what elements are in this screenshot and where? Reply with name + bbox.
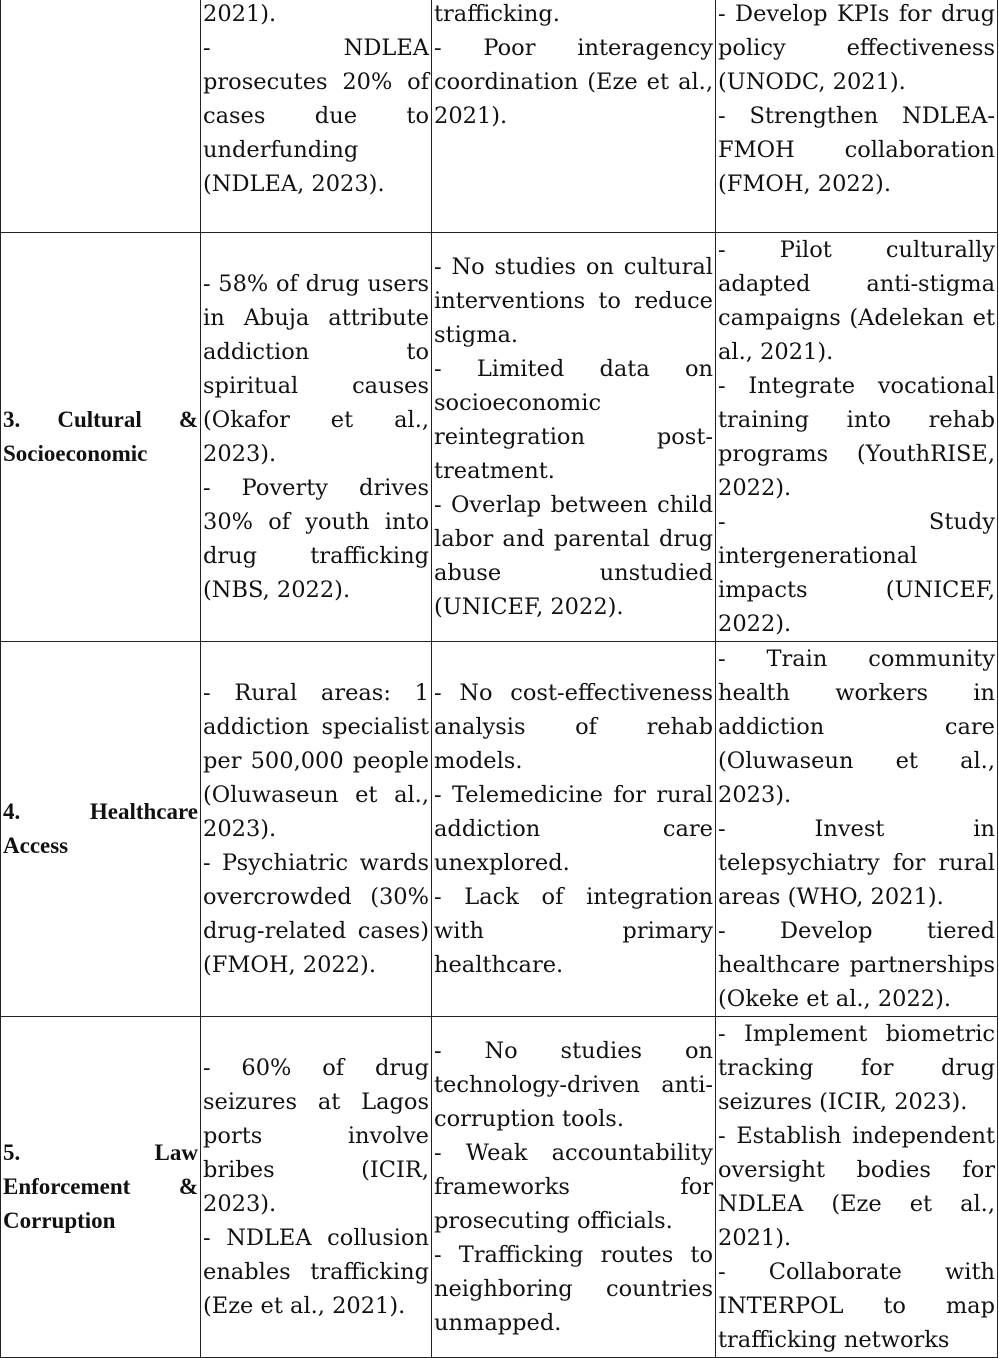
- cell-line: - Integrate vocational training into rehab programs (YouthRISE, 2022).: [718, 373, 995, 501]
- cell-line: - No studies on technology-driven anti-corruption tools.: [434, 1038, 713, 1132]
- gaps-cell: [432, 233, 716, 642]
- gaps-cell: [432, 0, 716, 233]
- gaps-cell: [432, 1017, 716, 1358]
- cell-line: - Pilot culturally adapted anti-stigma campaigns (Adelekan et al., 2021).: [718, 237, 995, 365]
- evidence-cell: [201, 1017, 432, 1358]
- cell-line: - Invest in telepsychiatry for rural areas (WHO, 2021).: [718, 816, 995, 910]
- cell-line: 5. Law Enforcement & Corruption: [3, 1140, 198, 1233]
- table-row: [1, 233, 998, 642]
- cell-line: - NDLEA prosecutes 20% of cases due to underfunding (NDLEA, 2023).: [203, 35, 429, 197]
- cell-line: - 60% of drug seizures at Lagos ports involve bribes (ICIR, 2023).: [203, 1055, 429, 1217]
- gaps-cell: [432, 642, 716, 1017]
- recommendations-cell: [716, 0, 998, 233]
- cell-line: - Telemedicine for rural addiction care unexplored.: [434, 782, 713, 876]
- cell-line: - Implement biometric tracking for drug seizures (ICIR, 2023).: [718, 1021, 995, 1115]
- category-cell: [1, 642, 201, 1017]
- evidence-cell: [201, 642, 432, 1017]
- evidence-cell: [201, 0, 432, 233]
- cell-line: - Train community health workers in addiction care (Oluwaseun et al., 2023).: [718, 646, 995, 808]
- recommendations-cell: [716, 642, 998, 1017]
- cell-line: - Lack of integration with primary healthcare.: [434, 884, 713, 978]
- cell-line: - Overlap between child labor and parental drug abuse unstudied (UNICEF, 2022).: [434, 492, 713, 620]
- recommendations-cell: [716, 1017, 998, 1358]
- cell-line: - Poverty drives 30% of youth into drug trafficking (NBS, 2022).: [203, 475, 429, 603]
- cell-line: - No studies on cultural interventions to reduce stigma.: [434, 254, 713, 348]
- cell-line: - Study intergenerational impacts (UNICEF, 2022).: [718, 509, 995, 637]
- cell-line: trafficking.: [434, 1, 560, 27]
- cell-line: 4. Healthcare Access: [3, 799, 198, 858]
- category-cell: [1, 233, 201, 642]
- cell-line: - Develop tiered healthcare partnerships (Okeke et al., 2022).: [718, 918, 995, 1012]
- evidence-cell: [201, 233, 432, 642]
- cell-line: - Rural areas: 1 addiction specialist per 500,000 people (Oluwaseun et al., 2023).: [203, 680, 429, 842]
- cell-line: - Limited data on socioeconomic reintegration post-treatment.: [434, 356, 713, 484]
- cell-line: - No cost-effectiveness analysis of rehab models.: [434, 680, 713, 774]
- cell-line: 2021).: [203, 1, 277, 27]
- cell-line: - Establish independent oversight bodies for NDLEA (Eze et al., 2021).: [718, 1123, 995, 1251]
- table-row: [1, 0, 998, 233]
- category-cell: [1, 0, 201, 233]
- table-row: [1, 642, 998, 1017]
- category-cell: [1, 1017, 201, 1358]
- cell-line: - Collaborate with INTERPOL to map trafficking networks: [718, 1259, 995, 1353]
- cell-line: - Psychiatric wards overcrowded (30% drug-related cases) (FMOH, 2022).: [203, 850, 429, 978]
- cell-line: - Poor interagency coordination (Eze et al., 2021).: [434, 35, 713, 129]
- cell-line: - 58% of drug users in Abuja attribute addiction to spiritual causes (Okafor et al., 2023).: [203, 271, 429, 467]
- cell-line: 3. Cultural & Socioeconomic: [3, 407, 198, 466]
- recommendations-cell: [716, 233, 998, 642]
- cell-line: - NDLEA collusion enables trafficking (Eze et al., 2021).: [203, 1225, 429, 1319]
- cell-line: - Weak accountability frameworks for prosecuting officials.: [434, 1140, 713, 1234]
- table-row: [1, 1017, 998, 1358]
- cell-line: - Strengthen NDLEA-FMOH collaboration (FMOH, 2022).: [718, 103, 995, 197]
- cell-line: - Trafficking routes to neighboring countries unmapped.: [434, 1242, 713, 1336]
- cell-line: - Develop KPIs for drug policy effectiveness (UNODC, 2021).: [718, 1, 995, 95]
